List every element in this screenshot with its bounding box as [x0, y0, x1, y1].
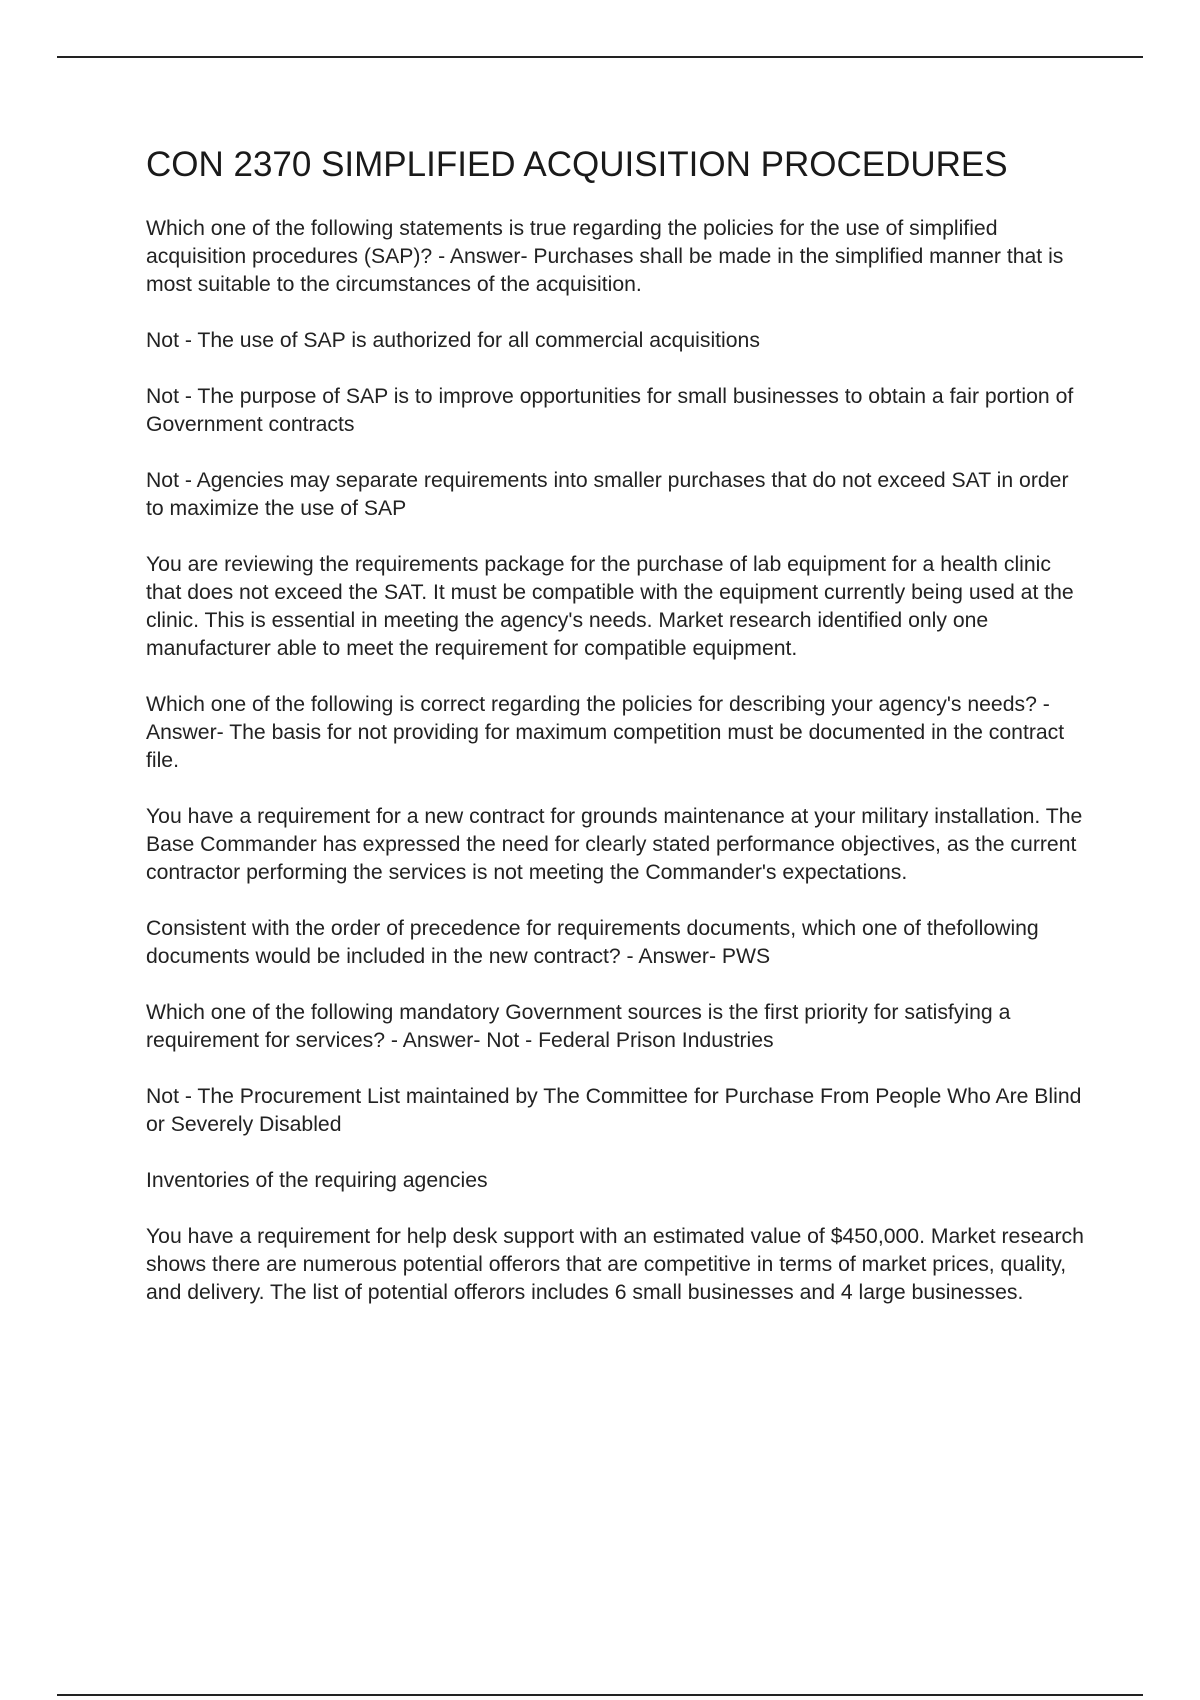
paragraph: You have a requirement for a new contract for grounds maintenance at your military installation. The Base Commander has expressed the need for clearly stated performance objectives, as the current contractor performing the services is not meeting the Commander's expectations.	[146, 805, 1083, 884]
paragraph: You have a requirement for help desk support with an estimated value of $450,000. Market research shows there are numerous potential offerors that are competitive in terms of market prices, quality, and delivery. The list of potential offerors includes 6 small businesses and 4 large businesses.	[146, 1225, 1084, 1304]
paragraph: Inventories of the requiring agencies	[146, 1169, 488, 1192]
paragraph: Not - The Procurement List maintained by The Committee for Purchase From People Who Are Blind or Severely Disabled	[146, 1085, 1082, 1136]
paragraph: Not - Agencies may separate requirements into smaller purchases that do not exceed SAT in order to maximize the use of SAP	[146, 469, 1069, 520]
paragraph: Consistent with the order of precedence for requirements documents, which one of thefollowing documents would be included in the new contract? - Answer- PWS	[146, 917, 1039, 968]
paragraph: Which one of the following statements is true regarding the policies for the use of simplified acquisition procedures (SAP)? - Answer- Purchases shall be made in the simplified manner that is most suitable to the circumstances of the acquisition.	[146, 217, 1064, 296]
document-title: CON 2370 SIMPLIFIED ACQUISITION PROCEDURES	[146, 145, 1008, 184]
paragraph: You are reviewing the requirements package for the purchase of lab equipment for a health clinic that does not exceed the SAT. It must be compatible with the equipment currently being used at the clinic. This is essential in meeting the agency's needs. Market research identified only one manufacturer able to meet the requirement for compatible equipment.	[146, 553, 1074, 660]
paragraph: Not - The purpose of SAP is to improve opportunities for small businesses to obtain a fair portion of Government contracts	[146, 385, 1074, 436]
document-body	[146, 140, 1092, 1335]
paragraph: Not - The use of SAP is authorized for all commercial acquisitions	[146, 329, 760, 352]
bottom-rule	[57, 1694, 1143, 1696]
top-rule	[57, 56, 1143, 58]
paragraph: Which one of the following mandatory Government sources is the first priority for satisfying a requirement for services? - Answer- Not - Federal Prison Industries	[146, 1001, 1011, 1052]
paragraph: Which one of the following is correct regarding the policies for describing your agency's needs? - Answer- The basis for not providing for maximum competition must be documented in the contract file.	[146, 693, 1065, 772]
